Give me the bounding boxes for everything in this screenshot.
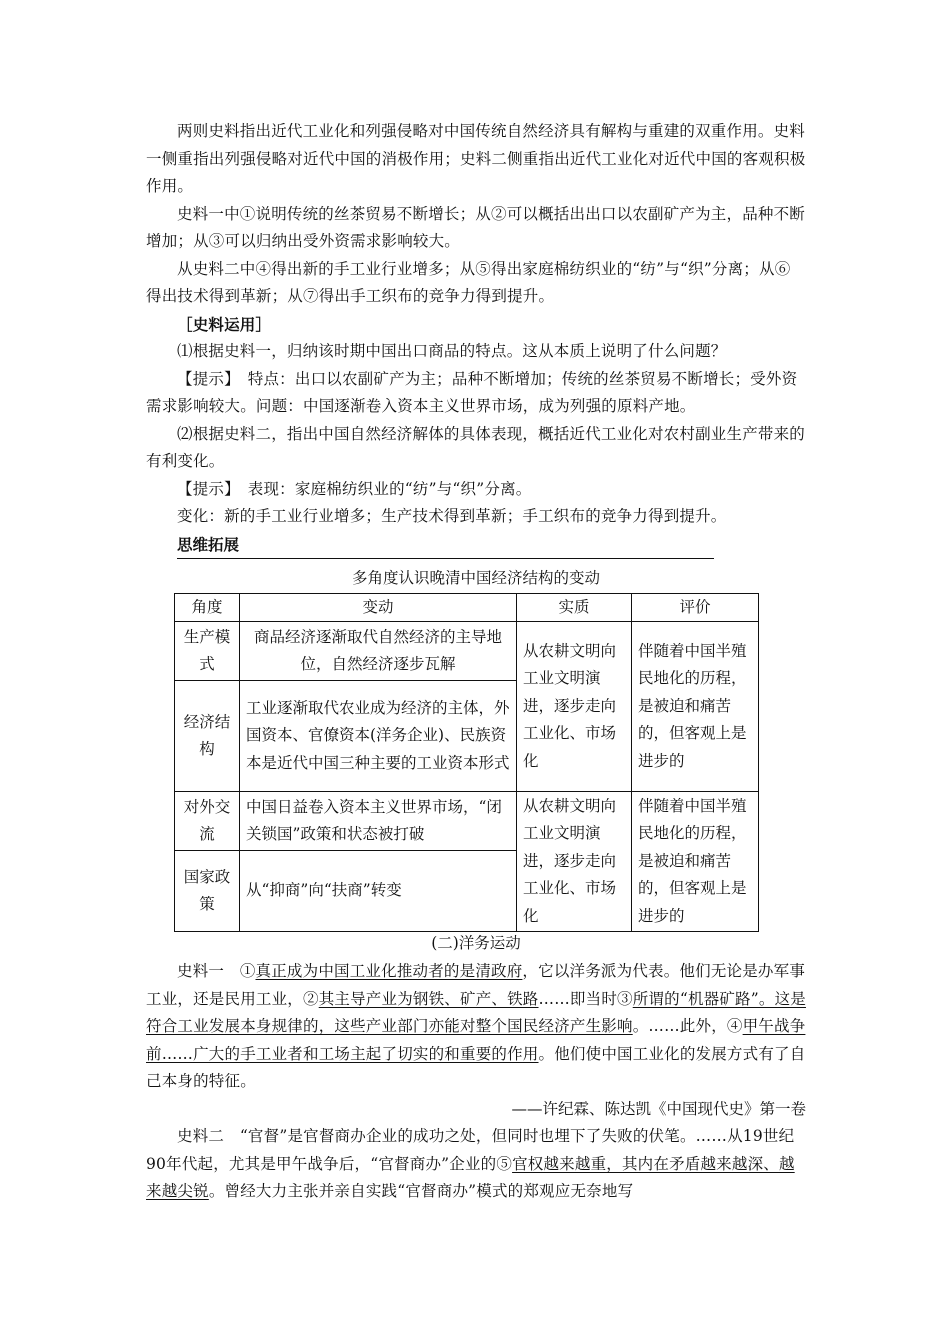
table-header-cell: 变动	[240, 593, 517, 622]
table-cell-change: 从“抑商”向“扶商”转变	[240, 851, 517, 932]
underlined-text: 真正成为中国工业化推动者的是清政府	[255, 962, 523, 980]
answer-2	[146, 476, 806, 504]
material-label: 史料一	[177, 962, 225, 980]
hint-text: 表现：家庭棉纺织业的“纺”与“织”分离。	[247, 479, 532, 498]
table-header-cell: 实质	[517, 593, 632, 622]
paragraph: 两则史料指出近代工业化和列强侵略对中国传统自然经济具有解构与重建的双重作用。史料一侧重指出列强侵略对近代中国的消极作用；史料二侧重指出近代工业化对近代中国的客观积极作用。	[146, 122, 806, 195]
table-row	[175, 792, 759, 851]
question-1: ⑴根据史料一，归纳该时期中国出口商品的特点。这从本质上说明了什么问题？	[177, 342, 727, 360]
subsection-title: (二)洋务运动	[431, 934, 521, 952]
hint-label: 【提示】	[177, 479, 233, 498]
text-run: 。曾经大力主张并亲自实践“官督商办”模式的郑观应无奈地写	[208, 1182, 634, 1200]
hint-text: 特点：出口以农副矿产为主；品种不断增加；传统的丝茶贸易不断增长；受外资需求影响较大。问题：中国逐渐卷入资本主义世界市场，成为列强的原料产地。	[146, 369, 798, 415]
economy-table	[174, 593, 759, 933]
table-cell-angle: 经济结构	[175, 681, 240, 792]
table-header-row	[175, 593, 759, 622]
table-caption: 多角度认识晚清中国经济结构的变动	[351, 568, 600, 587]
material-label: 史料二	[177, 1127, 225, 1145]
underlined-text: 甲午战争前……广大的手工业者和工场主起了切实的和重要的作用	[146, 1017, 806, 1063]
table-cell-evaluation: 伴随着中国半殖民地化的历程，是被迫和痛苦的，但客观上是进步的	[632, 792, 759, 932]
table-cell-angle: 国家政策	[175, 851, 240, 932]
table-cell-angle: 对外交流	[175, 792, 240, 851]
section-heading-apply: ［史料运用］	[177, 314, 272, 334]
text-run: ，它以洋务派为代表。他们无论是办军事工业，还是民用工业，②	[146, 962, 806, 1008]
table-row	[175, 622, 759, 681]
underlined-text: 其主导产业为钢铁、矿产、铁路	[318, 989, 539, 1008]
material-2	[146, 1123, 806, 1206]
table-cell-angle: 生产模式	[175, 622, 240, 681]
material-1	[146, 958, 806, 1096]
table-cell-evaluation: 伴随着中国半殖民地化的历程，是被迫和痛苦的，但客观上是进步的	[632, 622, 759, 792]
text-run: 。他们使中国工业化的发展方式有了自己本身的特征。	[146, 1044, 806, 1090]
table-cell-change: 中国日益卷入资本主义世界市场，“闭关锁国”政策和状态被打破	[240, 792, 517, 851]
table-header-cell: 评价	[632, 593, 759, 622]
text-run: ……即当时③	[538, 989, 633, 1008]
text-run: 。……此外，④	[632, 1017, 743, 1035]
paragraph: 从史料二中④得出新的手工业行业增多；从⑤得出家庭棉纺织业的“纺”与“织”分离；从⑥得出技术得到革新；从⑦得出手工织布的竞争力得到提升。	[146, 259, 791, 305]
text-run: ①	[239, 962, 256, 980]
answer-2-change: 变化：新的手工业行业增多；生产技术得到革新；手工织布的竞争力得到提升。	[177, 507, 727, 525]
text-run: “官督”是官督商办企业的成功之处，但同时也埋下了失败的伏笔。……从19世纪90年代起，尤其是甲午战争后，“官督商办”企业的⑤	[146, 1127, 795, 1173]
section-heading-think: 思维拓展	[177, 532, 714, 559]
table-cell-change: 工业逐渐取代农业成为经济的主体，外国资本、官僚资本(洋务企业)、民族资本是近代中国三种主要的工业资本形式	[240, 681, 517, 792]
underlined-text: 所谓的“机器矿路”。这是符合工业发展本身规律的，这些产业部门亦能对整个国民经济产生影响	[146, 989, 806, 1035]
table-cell-essence: 从农耕文明向工业文明演进，逐步走向工业化、市场化	[517, 622, 632, 792]
paragraph: 史料一中①说明传统的丝茶贸易不断增长；从②可以概括出出口以农副矿产为主，品种不断增加；从③可以归纳出受外资需求影响较大。	[146, 204, 806, 250]
underlined-text: 官权越来越重，其内在矛盾越来越深、越来越尖锐	[146, 1154, 795, 1200]
table-header-cell: 角度	[175, 593, 240, 622]
table-cell-change: 商品经济逐渐取代自然经济的主导地位，自然经济逐步瓦解	[240, 622, 517, 681]
answer-1	[146, 366, 806, 421]
document-page	[146, 118, 806, 1206]
table-cell-essence: 从农耕文明向工业文明演进，逐步走向工业化、市场化	[517, 792, 632, 932]
hint-label: 【提示】	[177, 369, 233, 388]
question-2: ⑵根据史料二，指出中国自然经济解体的具体表现，概括近代工业化对农村副业生产带来的有利变化。	[146, 424, 806, 470]
material-1-source: ——许纪霖、陈达凯《中国现代史》第一卷	[511, 1099, 806, 1118]
